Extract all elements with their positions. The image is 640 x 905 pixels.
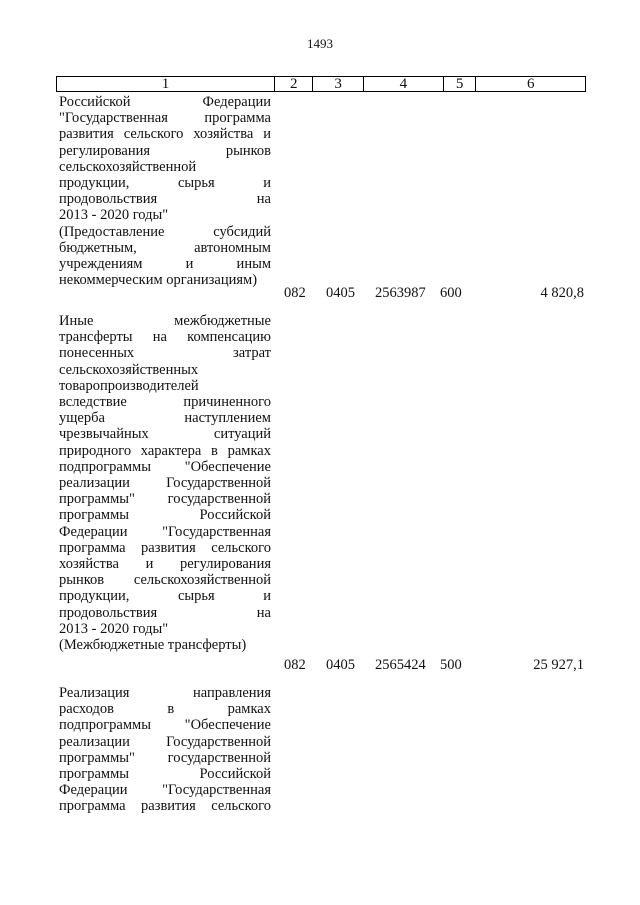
description-line: подпрограммы "Обеспечение: [59, 717, 271, 734]
description-line: продукции, сырья и: [59, 588, 271, 605]
column-header: 2: [274, 77, 313, 92]
description-line: 2013 - 2020 годы": [59, 207, 169, 224]
column-header: 1: [57, 77, 275, 92]
description-line: товаропроизводителей: [59, 377, 199, 394]
description-line: расходов в рамках: [59, 701, 271, 718]
cell-section: 0405: [326, 285, 355, 301]
description-line: Федерации "Государственная: [59, 782, 271, 799]
row-description: [59, 313, 271, 653]
description-line: 2013 - 2020 годы": [59, 620, 169, 637]
description-line: программы Российской: [59, 507, 271, 524]
description-line: регулирования рынков: [59, 142, 271, 159]
description-line: реализации Государственной: [59, 475, 271, 492]
description-line: учреждениям и иным: [59, 256, 271, 273]
description-line: Федерации "Государственная: [59, 523, 271, 540]
description-line: программы" государственной: [59, 749, 271, 766]
description-line: трансферты на компенсацию: [59, 329, 271, 346]
cell-amount: 25 927,1: [533, 657, 584, 673]
description-line: вследствие причиненного: [59, 394, 271, 411]
description-line: Реализация направления: [59, 685, 271, 701]
column-header: 4: [363, 77, 443, 92]
description-line: рынков сельскохозяйственной: [59, 572, 271, 589]
cell-amount: 4 820,8: [540, 285, 584, 301]
description-line: некоммерческим организациям): [59, 272, 258, 289]
description-line: продовольствия на: [59, 191, 271, 208]
column-header: 3: [313, 77, 363, 92]
cell-expense-type: 600: [440, 285, 462, 301]
row-description: [59, 685, 271, 815]
cell-section: 0405: [326, 657, 355, 673]
description-line: сельскохозяйственных: [59, 361, 199, 378]
page-number: 1493: [307, 36, 333, 51]
description-line: (Межбюджетные трансферты): [59, 637, 247, 654]
description-line: программы" государственной: [59, 491, 271, 508]
description-line: бюджетным, автономным: [59, 239, 271, 256]
description-line: ущерба наступлением: [59, 410, 271, 427]
description-line: подпрограммы "Обеспечение: [59, 458, 271, 475]
cell-gr: 082: [284, 285, 306, 301]
column-header: 6: [476, 77, 586, 92]
description-line: программа развития сельского: [59, 539, 271, 556]
description-line: программы Российской: [59, 766, 271, 783]
column-header-row: [56, 76, 586, 92]
description-line: понесенных затрат: [59, 345, 271, 362]
description-line: продовольствия на: [59, 604, 271, 621]
description-line: "Государственная программа: [59, 110, 271, 127]
description-line: программа развития сельского: [59, 798, 271, 815]
description-line: (Предоставление субсидий: [59, 223, 271, 240]
cell-gr: 082: [284, 657, 306, 673]
cell-expense-type: 500: [440, 657, 462, 673]
description-line: развития сельского хозяйства и: [59, 126, 271, 143]
description-line: природного характера в рамках: [59, 442, 271, 459]
description-line: продукции, сырья и: [59, 175, 271, 192]
column-header: 5: [443, 77, 476, 92]
cell-article: 2563987: [375, 285, 426, 301]
cell-article: 2565424: [375, 657, 426, 673]
description-line: сельскохозяйственной: [59, 158, 197, 175]
description-line: Иные межбюджетные: [59, 313, 271, 329]
description-line: хозяйства и регулирования: [59, 556, 271, 573]
description-line: Российской Федерации: [59, 94, 271, 110]
description-line: чрезвычайных ситуаций: [59, 426, 271, 443]
description-line: реализации Государственной: [59, 733, 271, 750]
row-description: [59, 94, 271, 288]
